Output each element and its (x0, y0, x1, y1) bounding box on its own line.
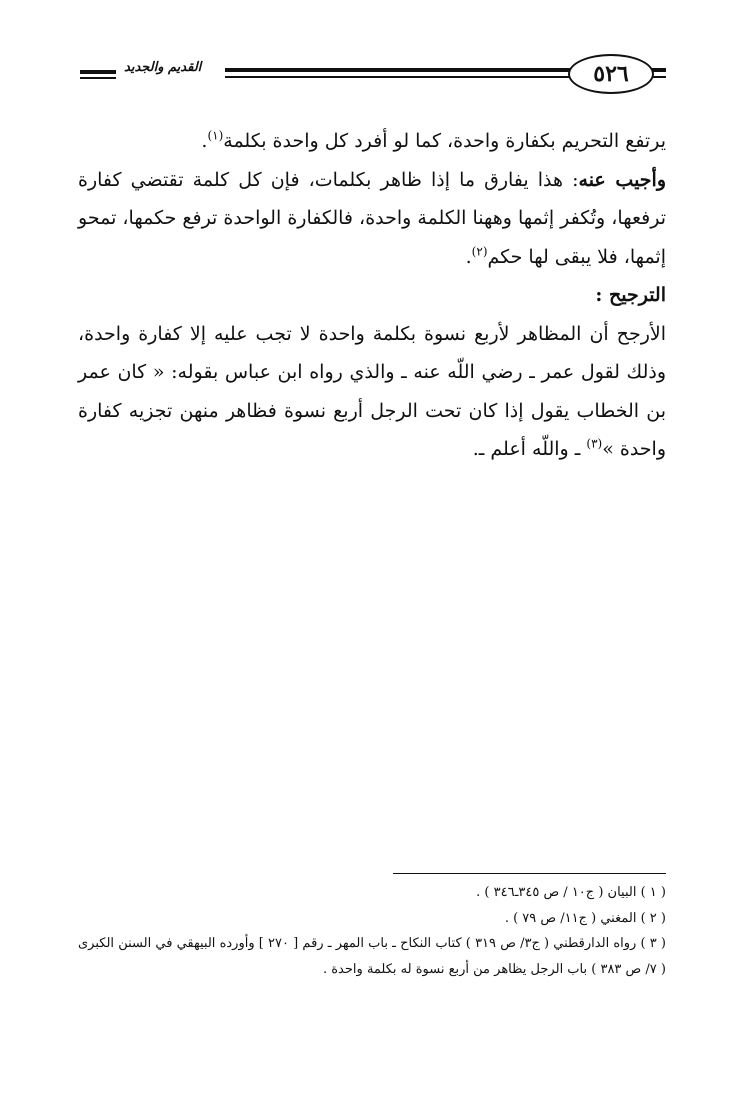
paragraph-3-text: الأرجح أن المظاهر لأربع نسوة بكلمة واحدة لا تجب عليه إلا كفارة واحدة، وذلك لقول عمر ـ رضي اللّه عنه ـ والذي رواه ابن عباس بقوله: « كان عمر بن الخطاب يقول إذا كان تحت الرجل أربع نسوة فظاهر منهن تجزيه كفارة واحدة » (78, 322, 666, 460)
header-ornament-left-thin (80, 77, 116, 79)
footnote-ref-1: (١) (207, 128, 224, 143)
footnote-separator (393, 873, 666, 874)
paragraph-2-lead: وأجيب عنه (578, 168, 666, 191)
page-header (80, 52, 666, 98)
paragraph-2 (78, 161, 666, 277)
footnotes (78, 880, 666, 982)
main-text (78, 122, 666, 469)
footnote-1: ( ١ ) البيان ( ج١٠ / ص ٣٤٥ـ٣٤٦ ) . (476, 885, 666, 900)
paragraph-2-end: . (465, 245, 472, 268)
footnote-3: ( ٣ ) رواه الدارقطني ( ج٣/ ص ٣١٩ ) كتاب النكاح ـ باب المهر ـ رقم [ ٢٧٠ ] وأورده البيهقي في السنن الكبرى ( ٧/ ص ٣٨٣ ) باب الرجل يظاهر من أربع نسوة له بكلمة واحدة . (78, 936, 666, 977)
page-number-badge: ٥٢٦ (568, 54, 654, 94)
section-heading: الترجيح : (595, 284, 666, 306)
footnote-ref-3: (٣) (586, 436, 603, 451)
running-title: القديم والجديد (124, 60, 202, 75)
paragraph-2-text: : هذا يفارق ما إذا ظاهر بكلمات، فإن كل كلمة تقتضي كفارة ترفعها، وتُكفر إثمها وههنا الكلمة واحدة، فالكفارة الواحدة ترفع حكمها، تمحو إثمها، فلا يبقى لها حكم (78, 168, 666, 268)
header-ornament-left (80, 70, 116, 74)
paragraph-1 (78, 122, 666, 161)
footnote-ref-2: (٢) (471, 244, 488, 259)
footnote-2: ( ٢ ) المغني ( ج١١/ ص ٧٩ ) . (504, 910, 666, 926)
paragraph-3-end: ـ واللّه أعلم ـ. (472, 438, 587, 460)
paragraph-1-text: يرتفع التحريم بكفارة واحدة، كما لو أفرد كل واحدة بكلمة (223, 130, 666, 152)
paragraph-3 (78, 315, 666, 469)
paragraph-1-end: . (201, 130, 208, 152)
